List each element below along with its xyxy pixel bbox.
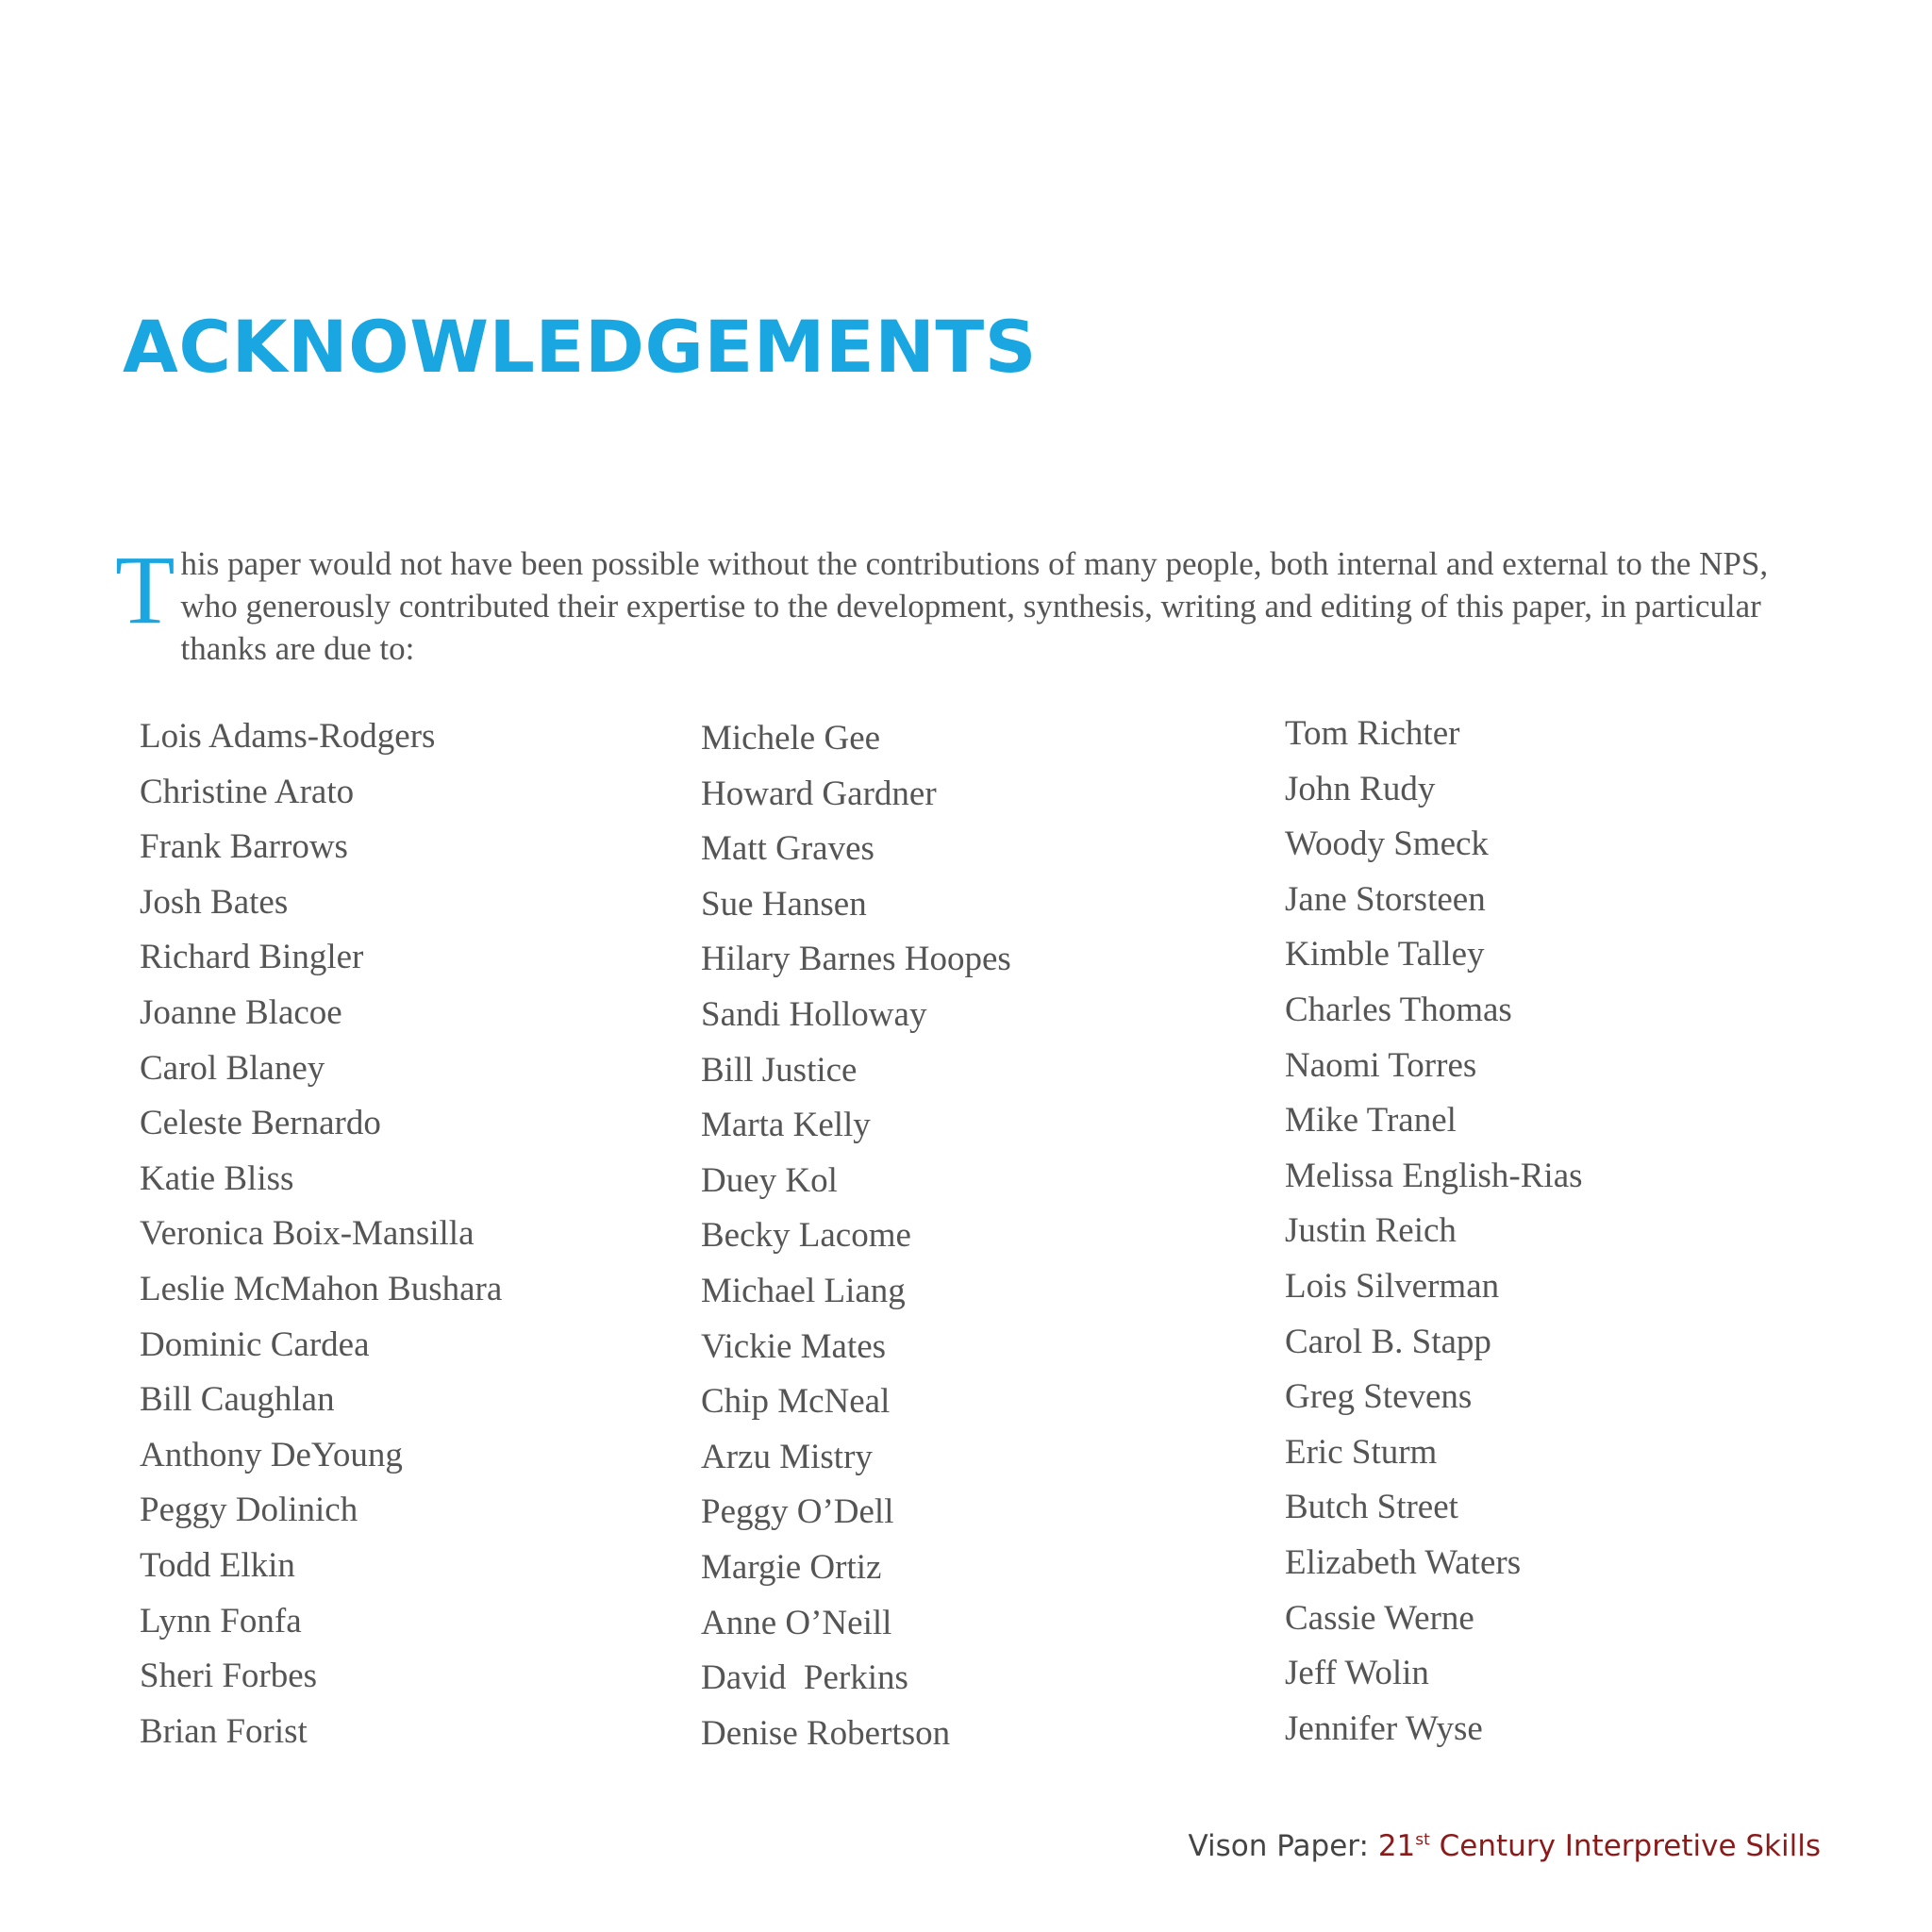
contributor-name: Peggy Dolinich bbox=[140, 1491, 358, 1530]
contributor-name: Carol B. Stapp bbox=[1285, 1322, 1491, 1361]
contributor-name: Lynn Fonfa bbox=[140, 1601, 302, 1641]
contributor-name: Bill Caughlan bbox=[140, 1380, 335, 1420]
contributor-name: Jane Storsteen bbox=[1285, 879, 1486, 919]
contributor-name: Marta Kelly bbox=[701, 1106, 871, 1145]
contributor-name: Carol Blaney bbox=[140, 1048, 325, 1088]
contributor-name: Elizabeth Waters bbox=[1285, 1542, 1522, 1582]
contributor-name: John Rudy bbox=[1285, 769, 1436, 808]
contributor-name: Mike Tranel bbox=[1285, 1101, 1457, 1141]
contributor-name: Peggy O’Dell bbox=[701, 1492, 894, 1532]
contributor-name: Melissa English-Rias bbox=[1285, 1156, 1583, 1195]
page-heading: ACKNOWLEDGEMENTS bbox=[123, 305, 1037, 389]
page-footer bbox=[1188, 1829, 1822, 1863]
contributor-name: Howard Gardner bbox=[701, 774, 937, 813]
contributor-name: Margie Ortiz bbox=[701, 1547, 882, 1587]
contributor-name: Justin Reich bbox=[1285, 1211, 1457, 1251]
contributor-name: Matt Graves bbox=[701, 829, 874, 869]
contributor-name: Celeste Bernardo bbox=[140, 1104, 381, 1143]
contributor-name: Greg Stevens bbox=[1285, 1377, 1473, 1417]
contributor-name: Sheri Forbes bbox=[140, 1657, 318, 1696]
contributor-name: Chip McNeal bbox=[701, 1382, 891, 1422]
contributor-name: Sandi Holloway bbox=[701, 994, 927, 1034]
contributor-name: Becky Lacome bbox=[701, 1216, 911, 1256]
contributor-name: Frank Barrows bbox=[140, 827, 348, 867]
contributor-name: Katie Bliss bbox=[140, 1158, 294, 1198]
contributor-name: Lois Silverman bbox=[1285, 1266, 1500, 1306]
footer-title bbox=[1378, 1829, 1821, 1863]
contributor-name: Eric Sturm bbox=[1285, 1432, 1438, 1472]
contributor-name: Michele Gee bbox=[701, 719, 881, 758]
drop-cap: T bbox=[115, 536, 175, 644]
contributor-name: Dominic Cardea bbox=[140, 1324, 370, 1364]
contributor-name: Bill Justice bbox=[701, 1050, 858, 1090]
footer-title-number: 21 bbox=[1377, 1829, 1416, 1863]
contributor-name: Tom Richter bbox=[1285, 714, 1460, 753]
contributor-name: Leslie McMahon Bushara bbox=[140, 1269, 503, 1308]
contributor-name: Vickie Mates bbox=[701, 1326, 887, 1366]
contributor-name: Veronica Boix-Mansilla bbox=[140, 1214, 475, 1254]
contributor-name: Jennifer Wyse bbox=[1285, 1708, 1483, 1748]
footer-title-rest: Century Interpretive Skills bbox=[1429, 1829, 1821, 1863]
footer-title-superscript: st bbox=[1415, 1830, 1430, 1850]
contributor-name: Michael Liang bbox=[701, 1271, 906, 1310]
contributor-name: Lois Adams-Rodgers bbox=[140, 717, 436, 756]
names-column-1 bbox=[140, 709, 502, 1759]
contributor-name: Butch Street bbox=[1285, 1488, 1458, 1527]
contributor-name: Sue Hansen bbox=[701, 884, 867, 924]
contributor-name: Cassie Werne bbox=[1285, 1598, 1474, 1638]
names-column-2 bbox=[701, 711, 1011, 1761]
names-column-3 bbox=[1285, 707, 1583, 1757]
contributor-name: Woody Smeck bbox=[1285, 824, 1489, 864]
contributor-name: Todd Elkin bbox=[140, 1545, 295, 1585]
contributor-name: Brian Forist bbox=[140, 1711, 308, 1751]
contributor-name: Naomi Torres bbox=[1285, 1045, 1477, 1085]
contributor-name: Arzu Mistry bbox=[701, 1437, 873, 1476]
contributor-name: Hilary Barnes Hoopes bbox=[701, 940, 1011, 979]
contributor-name: Christine Arato bbox=[140, 772, 355, 811]
contributor-name: Richard Bingler bbox=[140, 938, 364, 977]
contributor-name: Joanne Blacoe bbox=[140, 992, 342, 1032]
footer-label: Vison Paper: bbox=[1188, 1829, 1378, 1863]
contributor-name: Anne O’Neill bbox=[701, 1603, 892, 1642]
intro-text: his paper would not have been possible without the contributions of many people, both internal and external to the NPS, who generously contributed their expertise to the development, synthesis, writing and editing of this paper, in particular thanks are due to: bbox=[180, 545, 1769, 667]
contributor-name: Jeff Wolin bbox=[1285, 1654, 1429, 1693]
intro-paragraph bbox=[115, 536, 1832, 670]
contributor-name: David Perkins bbox=[701, 1658, 908, 1698]
contributor-name: Josh Bates bbox=[140, 882, 289, 922]
contributor-name: Denise Robertson bbox=[701, 1713, 951, 1753]
contributor-name: Anthony DeYoung bbox=[140, 1435, 403, 1474]
contributor-name: Kimble Talley bbox=[1285, 935, 1485, 974]
contributor-name: Duey Kol bbox=[701, 1160, 838, 1200]
contributor-name: Charles Thomas bbox=[1285, 990, 1512, 1029]
